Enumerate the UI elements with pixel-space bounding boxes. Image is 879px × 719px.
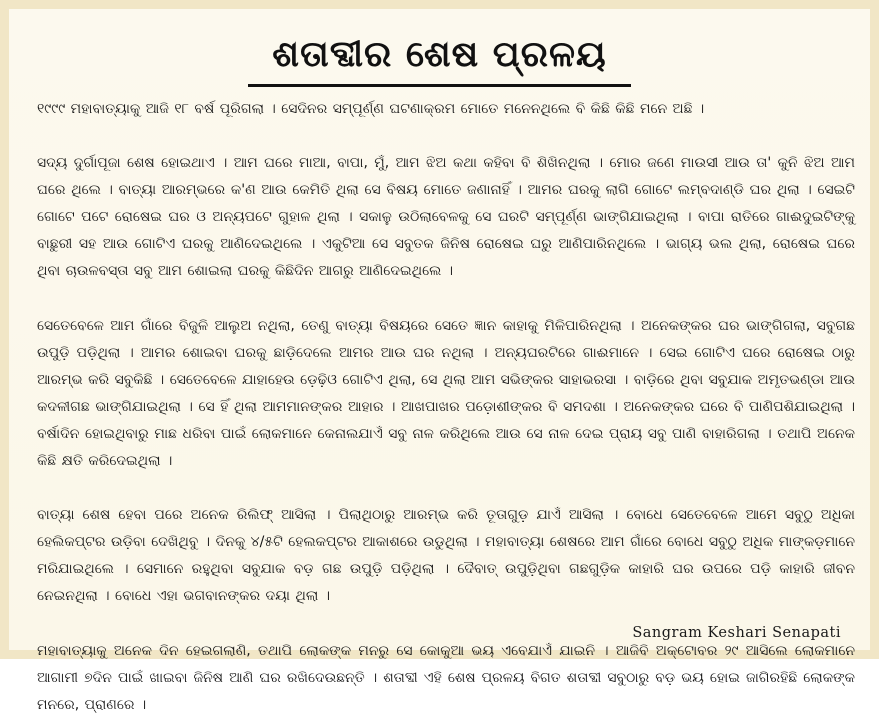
page-title: ଶତାବ୍ଦୀର ଶେଷ ପ୍ରଳୟ xyxy=(272,34,607,75)
title-underline xyxy=(248,84,631,87)
paragraph-1: ୧୯୯୯ ମହାବାତ୍ୟାକୁ ଆଜି ୧୮ ବର୍ଷ ପୂରିଗଲା । ସେଦିନର ସମ୍ପୂର୍ଣ୍ଣ ଘଟଣାକ୍ରମ ମୋତେ ମନେନଥିଲେ ବି କିଛି କିଛି ମନେ ଅଛି । xyxy=(37,101,705,117)
paragraph-4: ବାତ୍ୟା ଶେଷ ହେବା ପରେ ଅନେକ ରିଲିଫ୍ ଆସିଲା । ପିଲାଥିଠାରୁ ଆରମ୍ଭ କରି ତୂତାଗୁଡ଼ ଯାଏଁ ଆସିଲା । ବୋଧେ ସେତେବେଳେ ଆମେ ସବୁଠୁ ଅଧିକା ହେଲିକପ୍ଟର ଉଡ଼ିବା ଦେଖିଥିବୁ । ଦିନକୁ ୪/୫ଟି ହେଲକପ୍ଟର ଆକାଶରେ ଉଡୁଥିଲା । ମହାବାତ୍ୟା ଶେଷରେ ଆମ ଗାଁରେ ବୋଧେ ସବୁଠୁ ଅଧିକ ମାଙ୍କଡ଼ମାନେ ମରିଯାଇଥିଲେ । ସେମାନେ ରହୁଥିବା ସବୁଯାକ ବଡ଼ ଗଛ ଉପୁଡ଼ି ପଡ଼ିଥିଲା । ଦୈବାତ୍ ଉପୁଡ଼ିଥିବା ଗଛଗୁଡ଼ିକ କାହାରି ଘର ଉପରେ ପଡ଼ି କାହାରି ଜୀବନ ନେଇନଥିଲା । ବୋଧେ ଏହା ଭଗବାନଙ୍କର ଦୟା ଥିଲା । xyxy=(37,507,855,605)
paragraph-5: ମହାବାତ୍ୟାକୁ ଅନେକ ଦିନ ହେଇଗଲାଣି, ତଥାପି ଲୋକଙ୍କ ମନରୁ ସେ କୋକୁଆ ଭୟ ଏବେଯାଏଁ ଯାଇନି । ଆଜିବି ଅକ୍ଟୋବର ୨୯ ଆସିଲେ ଲୋକମାନେ ଆଗାମୀ ୭ଦିନ ପାଇଁ ଖାଇବା ଜିନିଷ ଆଣି ଘର ରଖିଦେଉଛନ୍ତି । ଶତାବ୍ଦୀ ଏହି ଶେଷ ପ୍ରଳୟ ବିଗତ ଶତାବ୍ଦୀ ସବୁଠାରୁ ବଡ଼ ଭୟ ହୋଇ ଜାଗିରହିଛି ଲୋକଙ୍କ ମନରେ, ପ୍ରାଣରେ । xyxy=(37,642,855,713)
paragraph-3: ସେତେବେଳେ ଆମ ଗାଁରେ ବିଜୁଳି ଆଲୁଅ ନଥିଲା, ତେଣୁ ବାତ୍ୟା ବିଷୟରେ ସେତେ ଜ୍ଞାନ କାହାକୁ ମିଳିପାରିନଥିଲା । ଅନେକଙ୍କର ଘର ଭାଙ୍ଗିଗଲା, ସବୁଗଛ ଉପୁଡ଼ି ପଡ଼ିଥିଲା । ଆମର ଶୋଇବା ଘରକୁ ଛାଡ଼ିଦେଲେ ଆମର ଆଉ ଘର ନଥିଲା । ଅନ୍ୟଘରଟିରେ ଗାଈମାନେ । ସେଇ ଗୋଟିଏ ଘରେ ରୋଷେଇ ଠାରୁ ଆରମ୍ଭ କରି ସବୁକିଛି । ସେତେବେଳେ ଯାହାହେଉ ଡ଼େଢ଼ିଓ ଗୋଟିଏ ଥିଲା, ସେ ଥିଲା ଆମ ସଭିଙ୍କର ସାହାଭରସା । ବାଡ଼ିରେ ଥିବା ସବୁଯାକ ଅମୃତଭଣ୍ଡା ଆଉ କଦଳୀଗଛ ଭାଙ୍ଗିଯାଇଥିଲା । ସେ ହିଁ ଥିଲା ଆମମାନଙ୍କର ଆହାର । ଆଖପାଖର ପଡ଼ୋଶୀଙ୍କର ବି ସମଦଶା । ଅନେକଙ୍କର ଘରେ ବି ପାଣିପଶିଯାଇଥିଲା । ବର୍ଷାଦିନ ହୋଇଥିବାରୁ ମାଛ ଧରିବା ପାଇଁ ଲୋକମାନେ କେନାଲଯାଏଁ ସବୁ ନାଳ କରିଥିଲେ ଆଉ ସେ ନାଳ ଦେଇ ପ୍ରାୟ ସବୁ ପାଣି ବାହାରିଗଲା । ତଥାପି ଅନେକ କିଛି କ୍ଷତି କରିଦେଇଥିଲା । xyxy=(37,317,855,470)
paragraph-2: ସଦ୍ୟ ଦୁର୍ଗାପୂଜା ଶେଷ ହୋଇଥାଏ । ଆମ ଘରେ ମାଆ, ବାପା, ମୁଁ, ଆମ ଝିଅ କଥା କହିବା ବି ଶିଖିନଥିଲା । ମୋର ଜଣେ ମାଉସୀ ଆଉ ତା' କୁନି ଝିଅ ଆମ ଘରେ ଥିଲେ । ବାତ୍ୟା ଆରମ୍ଭରେ କ'ଣ ଆଉ କେମିତି ଥିଲା ସେ ବିଷୟ ମୋତେ ଜଣାନାହିଁ । ଆମର ଘରକୁ ଲାଗି ଗୋଟେ ଲମ୍ବଦାଣ୍ଡି ଘର ଥିଲା । ସେଇଟି ଗୋଟେ ପଟେ ରୋଷେଇ ଘର ଓ ଅନ୍ୟପଟେ ଗୁହାଳ ଥିଲା । ସକାଳୁ ଉଠିଲାବେଳକୁ ସେ ଘରଟି ସମ୍ପୂର୍ଣ୍ଣ ଭାଙ୍ଗିଯାଇଥିଲା । ବାପା ରାତିରେ ଗାଈଦୁଇଟିଙ୍କୁ ବାଛୁରୀ ସହ ଆଉ ଗୋଟିଏ ଘରକୁ ଆଣିଦେଇଥିଲେ । ଏକୁଟିଆ ସେ ସବୁତକ ଜିନିଷ ରୋଷେଇ ଘରୁ ଆଣିପାରିନଥିଲେ । ଭାଗ୍ୟ ଭଲ ଥିଲା, ରୋଷେଇ ଘରେ ଥିବା ଚାଉଳବସ୍ତା ସବୁ ଆମ ଶୋଇଲା ଘରକୁ କିଛିଦିନ ଆଗରୁ ଆଣିଦେଇଥିଲେ । xyxy=(37,155,855,280)
author-signature: Sangram Keshari Senapati xyxy=(632,625,841,641)
